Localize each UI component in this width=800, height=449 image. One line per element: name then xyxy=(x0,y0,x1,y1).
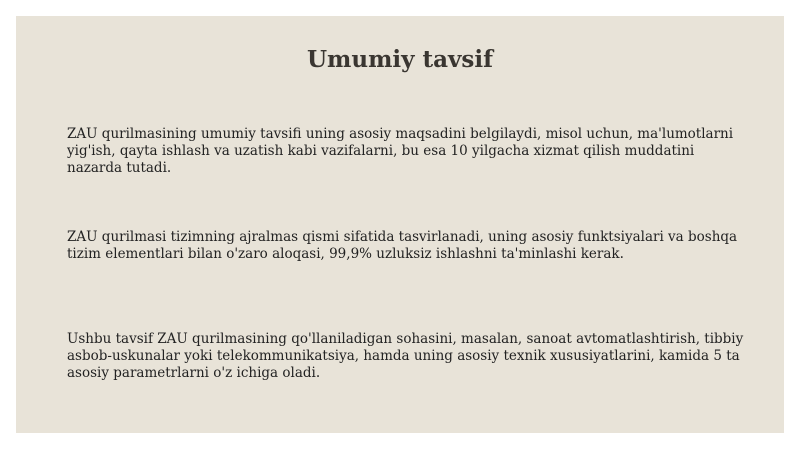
paragraph-application-area: Ushbu tavsif ZAU qurilmasining qo'llaniladigan sohasini, masalan, sanoat avtomatlashtirish, tibbiy asbob-uskunalar yoki telekommunikatsiya, hamda uning asosiy texnik xususiyatlarini, kamida 5 ta asosiy parametrlarni o'z ichiga oladi. xyxy=(67,331,744,381)
paragraph-system-role: ZAU qurilmasi tizimning ajralmas qismi sifatida tasvirlanadi, uning asosiy funktsiyalari va boshqa tizim elementlari bilan o'zaro aloqasi, 99,9% uzluksiz ishlashni ta'minlashi kerak. xyxy=(67,229,738,262)
slide-title: Umumiy tavsif xyxy=(306,46,494,73)
slide xyxy=(16,16,784,433)
paragraph-purpose: ZAU qurilmasining umumiy tavsifi uning asosiy maqsadini belgilaydi, misol uchun, ma'lumotlarni yig'ish, qayta ishlash va uzatish kabi vazifalarni, bu esa 10 yilgacha xizmat qilish muddatini nazarda tutadi. xyxy=(67,126,734,176)
